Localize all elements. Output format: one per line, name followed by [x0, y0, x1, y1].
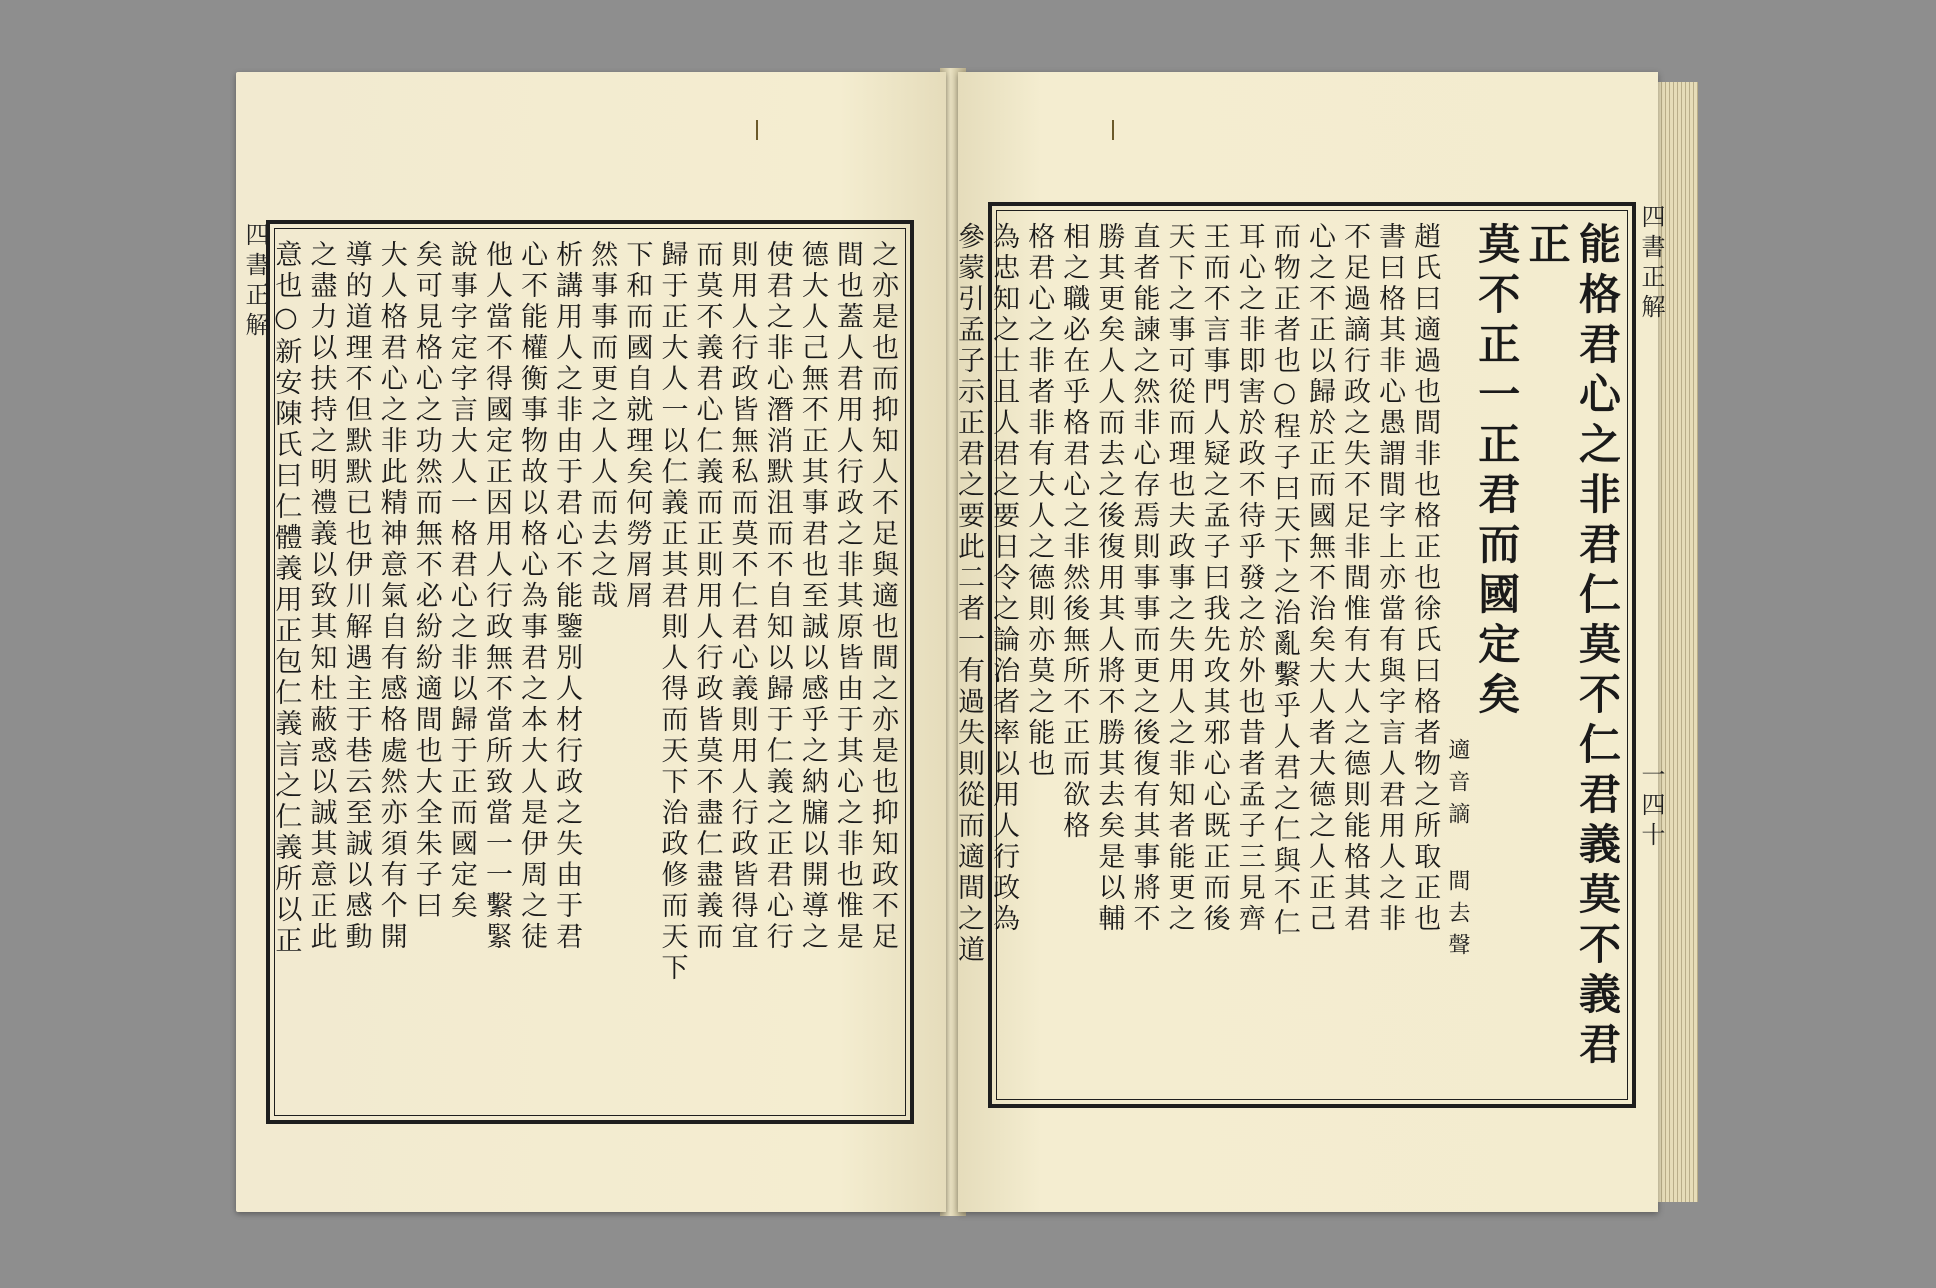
open-book	[228, 64, 1708, 1224]
commentary-line: 之盡力以扶持之明禮義以致其知杜蔽惑以誠其意正此	[305, 240, 337, 953]
right-text-columns	[953, 218, 1622, 1094]
main-text-line: 能格君心之非君仁莫不仁君義莫不義君正	[1522, 222, 1622, 1072]
commentary-line: 歸于正大人一以仁義正其君則人得而天下治政修而天下	[656, 240, 688, 984]
commentary-line: 大人格君心之非此精神意氣自有感格處然亦須有个開	[375, 240, 407, 953]
commentary-line: 意也○新安陳氏曰仁體義用正包仁義言之仁義所以正	[270, 240, 302, 957]
commentary-line: 使君之非心潛消默沮而不自知以歸于仁義之正君心行	[761, 240, 793, 953]
commentary-line: 德大人己無不正其事君也至誠以感乎之納牖以開導之	[796, 240, 828, 953]
commentary-line: 不足過謫行政之失不足非間惟有大人之德則能格其君	[1339, 222, 1371, 935]
commentary-line: 導的道理不但默默已也伊川解遇主于巷云至誠以感動	[340, 240, 372, 953]
binding-thread	[756, 120, 758, 140]
commentary-line: 直者能諫之然非心存焉則事事而更之後復有其事將不	[1128, 222, 1160, 935]
left-page	[236, 72, 946, 1212]
commentary-line: 矣可見格心之功然而無不必紛紛適間也大全朱子曰	[410, 240, 442, 922]
commentary-line: 耳心之非即害於政不待乎發之於外也昔者孟子三見齊	[1233, 222, 1265, 935]
commentary-line: 則用人行政皆無私而莫不仁君心義則用人行政皆得宜	[726, 240, 758, 953]
pronunciation-note: 適音謫 間去聲	[1444, 738, 1470, 965]
commentary-line: 勝其更矣人人而去之後復用其人將不勝其去矣是以輔	[1093, 222, 1125, 935]
left-commentary-columns	[270, 236, 900, 1110]
commentary-line: 下和而國自就理矣何勞屑屑	[621, 240, 653, 612]
commentary-line: 心不能權衡事物故以格心為事君之本大人是伊周之徒	[516, 240, 548, 953]
commentary-line: 之亦是也而抑知人不足與適也間之亦是也抑知政不足	[867, 240, 898, 953]
commentary-line: 他人當不得國定正因用人行政無不當所致當一一繫緊	[480, 240, 512, 953]
commentary-line: 趙氏曰適過也間非也格正也徐氏曰格者物之所取正也	[1409, 222, 1441, 935]
commentary-line: 而莫不義君心仁義而正則用人行政皆莫不盡仁盡義而	[691, 240, 723, 953]
binding-thread	[1112, 120, 1114, 140]
commentary-line: 心之不正以歸於正而國無不治矣大人者大德之人正己	[1303, 222, 1335, 935]
folio-number: 一四十	[1637, 762, 1665, 852]
left-margin-title: 四書正解	[241, 222, 269, 342]
commentary-line: 王而不言事門人疑之孟子曰我先攻其邪心心既正而後	[1198, 222, 1230, 935]
commentary-line: 然事事而更之人人而去之哉	[586, 240, 618, 612]
commentary-line: 格君心之非者非有大人之德則亦莫之能也	[1023, 222, 1055, 780]
commentary-line: 參蒙引孟子示正君之要此二者一有過失則從而適間之道	[953, 222, 985, 966]
right-margin-title: 四書正解	[1637, 204, 1665, 324]
main-text-line: 莫不正一正君而國定矣	[1472, 222, 1522, 722]
commentary-line: 相之職必在乎格君心之非然後無所不正而欲格	[1058, 222, 1090, 842]
commentary-line: 而物正者也○程子曰天下之治亂繫乎人君之仁與不仁	[1268, 222, 1300, 939]
commentary-line: 為忠知之士且人君之要日令之論治者率以用人行政為	[988, 222, 1020, 935]
commentary-line: 說事字定字言大人一格君心之非以歸于正而國定矣	[445, 240, 477, 922]
right-page	[953, 72, 1665, 1212]
left-text-frame	[266, 220, 914, 1124]
right-text-frame	[953, 202, 1636, 1108]
commentary-line: 析講用人之非由于君心不能鑒別人材行政之失由于君	[551, 240, 583, 953]
commentary-line: 書曰格其非心愚謂間字上亦當有與字言人君用人之非	[1374, 222, 1406, 935]
commentary-line: 天下之事可從而理也夫政事之失用人之非知者能更之	[1163, 222, 1195, 935]
commentary-line: 間也蓋人君用人行政之非其原皆由于其心之非也惟是	[831, 240, 863, 953]
